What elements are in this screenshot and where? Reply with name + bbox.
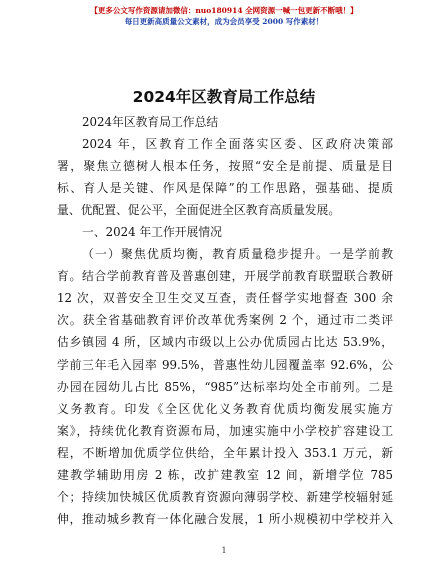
body-line: 义务教育。印发《全区优化义务教育优质均衡发展实施方: [57, 401, 393, 416]
body-line: 程，不断增加优质学位供给，全年累计投入 353.1 万元，新: [57, 445, 393, 460]
body-line: 办园在园幼儿占比 85%，“985”达标率均处全市前列。二是: [57, 379, 393, 394]
body-line: 个；持续加快城区优质教育资源向薄弱学校、新建学校辐射延: [57, 489, 393, 504]
document-body: [57, 111, 393, 530]
promo-banner-line-2: 每日更新高质量公文素材，成为会员享受 2000 写作素材！: [124, 17, 324, 26]
promo-banner: [0, 6, 448, 27]
promo-banner-line-1: 【更多公文写作资源请加微信：nuo180914 全网资源一喊一包更新不断哦！】: [90, 6, 358, 15]
body-line: 署，聚焦立德树人根本任务，按照“安全是前提、质量是目: [57, 159, 393, 174]
body-line: 育。结合学前教育普及普惠创建，开展学前教育联盟联合教研: [57, 269, 393, 284]
body-line: 量、优配置、促公平，全面促进全区教育高质量发展。: [57, 203, 341, 218]
subtitle-line: 2024年区教育局工作总结: [82, 115, 219, 129]
page-number: 1: [221, 546, 227, 555]
body-line: 2024 年，区教育工作全面落实区委、区政府决策部: [82, 137, 393, 152]
body-line: 伸，推动城乡教育一体化融合发展，1 所小规模初中学校并入: [57, 511, 393, 526]
body-line: 建教学辅助用房 2 栋，改扩建教室 12 间，新增学位 785: [57, 467, 393, 482]
body-line: 学前三年毛入园率 99.5%，普惠性幼儿园覆盖率 92.6%，公: [57, 357, 393, 372]
body-line: 标、育人是关键、作风是保障”的工作思路，强基础、提质: [57, 181, 393, 196]
body-line: 次。获全省基础教育评价改革优秀案例 2 个，通过市二类评: [57, 313, 393, 328]
body-line: 估乡镇园 4 所，区域内市级以上公办优质园占比达 53.9%，: [57, 335, 393, 350]
body-line: 12 次，双普安全卫生交叉互查，责任督学实地督查 300 余: [57, 291, 393, 306]
body-line: 案》，持续优化教育资源布局，加速实施中小学校扩容建设工: [57, 423, 393, 438]
section-heading: 一、2024 年工作开展情况: [82, 225, 222, 240]
body-line: （一）聚焦优质均衡，教育质量稳步提升。一是学前教: [82, 247, 393, 262]
document-title: 2024年区教育局工作总结: [132, 88, 316, 106]
